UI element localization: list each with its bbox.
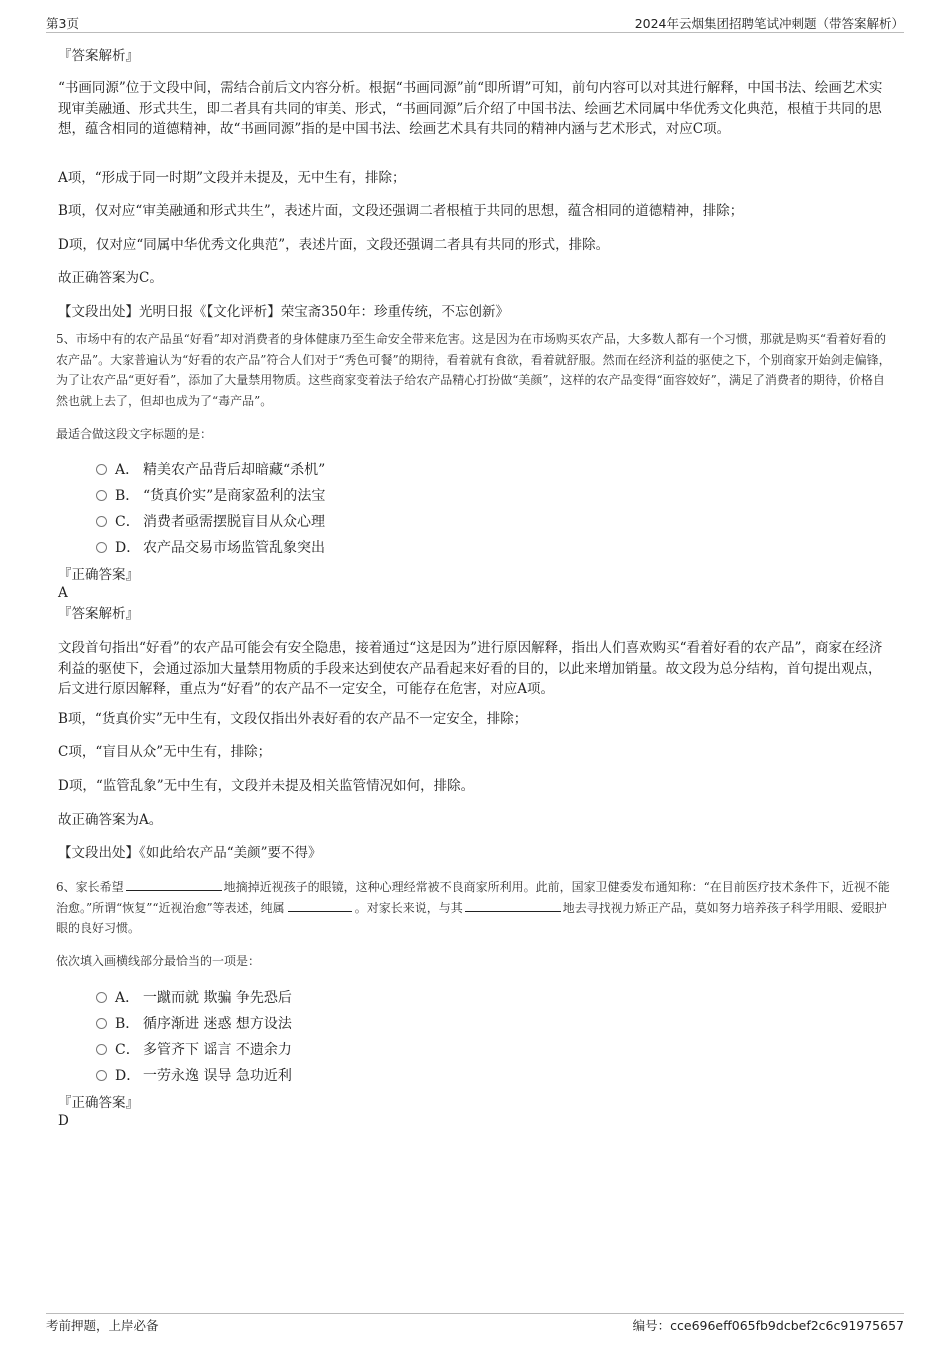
q6-option-c[interactable]: C． 多管齐下 谣言 不遗余力: [96, 1040, 292, 1060]
radio-button[interactable]: [96, 1018, 107, 1029]
q5-analysis-option-b: B项，“货真价实”无中生有，文段仅指出外表好看的农产品不一定安全，排除；: [58, 711, 528, 727]
radio-button[interactable]: [96, 490, 107, 501]
q6-prompt: 依次填入画横线部分最恰当的一项是：: [56, 954, 261, 968]
q5-analysis-paragraph: 文段首句指出“好看”的农产品可能会有安全隐患，接着通过“这是因为”进行原因解释，指出人们喜欢购买“看着好看的农产品”，商家在经济利益的驱使下，会通过添加大量禁用物质的手段来达到使农产品看起来好看的目的，以此来增加销量。故文段为总分结构，首句提出观点，后文进行原因解释，重点为“好看”的农产品不一定安全，可能存在危害，对应A项。: [58, 640, 883, 697]
q5-analysis-option-d: D项，“监管乱象”无中生有，文段并未提及相关监管情况如何，排除。: [58, 778, 475, 794]
page-number: 第3页: [46, 16, 79, 31]
radio-button[interactable]: [96, 1070, 107, 1081]
q6-option-b[interactable]: B． 循序渐进 迷惑 想方设法: [96, 1014, 292, 1034]
radio-button[interactable]: [96, 992, 107, 1003]
footer-slogan: 考前押题，上岸必备: [46, 1318, 159, 1333]
page-header: [46, 10, 904, 33]
document-title: 2024年云烟集团招聘笔试冲刺题（带答案解析）: [634, 16, 904, 31]
radio-button[interactable]: [96, 542, 107, 553]
q5-option-d[interactable]: D． 农产品交易市场监管乱象突出: [96, 538, 325, 558]
q5-option-c[interactable]: C． 消费者亟需摆脱盲目从众心理: [96, 512, 325, 532]
q6-answer: D: [58, 1113, 69, 1129]
q5-answer-label: 『正确答案』: [58, 567, 139, 583]
q6-option-d[interactable]: D． 一劳永逸 误导 急功近利: [96, 1066, 292, 1086]
radio-button[interactable]: [96, 516, 107, 527]
q6-answer-label: 『正确答案』: [58, 1095, 139, 1111]
q6-option-a[interactable]: A． 一蹴而就 欺骗 争先恐后: [96, 988, 292, 1008]
q5-answer: A: [58, 585, 68, 601]
q5-conclusion: 故正确答案为A。: [58, 812, 163, 828]
page-footer: [46, 1313, 904, 1333]
q6-stem: 6、家长希望 地摘掉近视孩子的眼镜，这种心理经常被不良商家所利用。此前，国家卫健委发布通知称：“在目前医疗技术条件下，近视不能治愈。”所谓“恢复”“近视治愈”等表述，纯属 。对家长来说，与其 地去寻找视力矫正产品，莫如努力培养孩子科学用眼、爱眼护眼的良好习惯。: [56, 880, 890, 935]
q4-analysis-option-b: B项，仅对应“审美融通和形式共生”，表述片面，文段还强调二者根植于共同的思想，蕴含相同的道德精神，排除；: [58, 203, 744, 219]
radio-button[interactable]: [96, 464, 107, 475]
q4-source: 【文段出处】光明日报《【文化评析】荣宝斋350年：珍重传统，不忘创新》: [58, 304, 510, 320]
q5-analysis-option-c: C项，“盲目从众”无中生有，排除；: [58, 744, 272, 760]
q5-analysis-label: 『答案解析』: [58, 606, 139, 622]
q4-analysis-paragraph: “书画同源”位于文段中间，需结合前后文内容分析。根据“书画同源”前“即所谓”可知，前句内容可以对其进行解释，中国书法、绘画艺术实现审美融通、形式共生，即二者具有共同的审美、形式，“书画同源”后介绍了中国书法、绘画艺术同属中华优秀文化典范，根植于共同的思想，蕴含相同的道德精神，故“书画同源”指的是中国书法、绘画艺术具有共同的精神内涵与艺术形式，对应C项。: [58, 80, 883, 137]
radio-button[interactable]: [96, 1044, 107, 1055]
q4-analysis-label: 『答案解析』: [58, 48, 139, 64]
q5-stem: 5、市场中有的农产品虽“好看”却对消费者的身体健康乃至生命安全带来危害。这是因为在市场购买农产品，大多数人都有一个习惯，那就是购买“看着好看的农产品”。大家普遍认为“好看的农产品”符合人们对于“秀色可餐”的期待，看着就有食欲，看着就舒服。然而在经济利益的驱使之下，个别商家开始剑走偏锋，为了让农产品“更好看”，添加了大量禁用物质。这些商家变着法子给农产品精心打扮做“美颜”，这样的农产品变得“面容姣好”，满足了消费者的期待，价格自然也就上去了，但却也成为了“毒产品”。: [56, 332, 891, 408]
q5-option-b[interactable]: B． “货真价实”是商家盈利的法宝: [96, 486, 325, 506]
fill-blank-3: [465, 899, 561, 912]
q5-source: 【文段出处】《如此给农产品“美颜”要不得》: [58, 845, 322, 861]
q5-option-a[interactable]: A． 精美农产品背后却暗藏“杀机”: [96, 460, 325, 480]
document-id: 编号：cce696eff065fb9dcbef2c6c91975657: [632, 1318, 904, 1333]
fill-blank-1: [126, 878, 222, 891]
q5-prompt: 最适合做这段文字标题的是：: [56, 427, 213, 441]
fill-blank-2: [288, 899, 352, 912]
q4-analysis-option-d: D项，仅对应“同属中华优秀文化典范”，表述片面，文段还强调二者具有共同的形式，排除。: [58, 237, 610, 253]
q4-analysis-option-a: A项，“形成于同一时期”文段并未提及，无中生有，排除；: [58, 170, 406, 186]
q4-conclusion: 故正确答案为C。: [58, 270, 163, 286]
